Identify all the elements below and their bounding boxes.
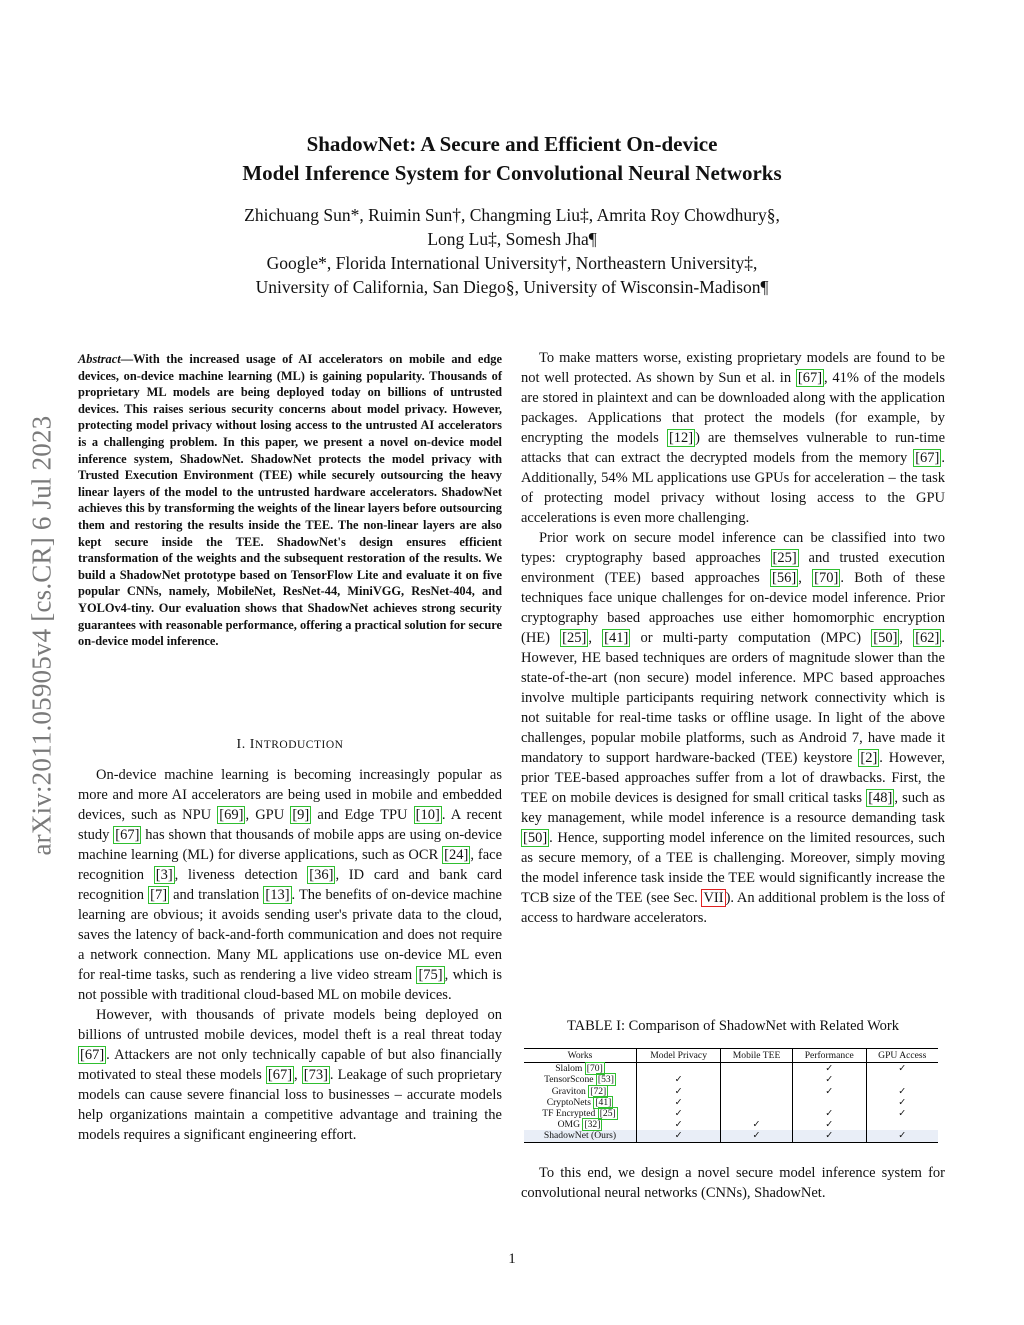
- column-header: Works: [524, 1049, 637, 1063]
- citation-link[interactable]: [24]: [444, 847, 469, 863]
- check-cell: [721, 1108, 793, 1119]
- citation-link[interactable]: [67]: [267, 1067, 293, 1083]
- citation-link[interactable]: [67]: [797, 370, 823, 386]
- authors-line-2: Long Lu‡, Somesh Jha¶: [427, 229, 597, 249]
- citation-link[interactable]: [12]: [668, 430, 694, 446]
- citation-link[interactable]: [62]: [915, 630, 940, 646]
- citation-link[interactable]: [13]: [265, 887, 290, 903]
- right-paragraph-1: To make matters worse, existing proprietary models are found to be not well protected. As shown by Sun et al. in [67] , 41% of the models are stored in plaintext and can be downloaded along with the application packages. Applications that protect the models (for example, by encrypting the models [12] ) are themselves vulnerable to run-time attacks that can extract the decrypted models from the memory [67] . Additionally, 54% ML applications use GPUs for acceleration – the task of protecting model privacy without losing access to the GPU accelerations is even more challenging.: [521, 350, 946, 526]
- citation-link[interactable]: [41]: [595, 1096, 612, 1108]
- check-cell: ✓: [792, 1108, 866, 1119]
- intro-paragraph-2: However, with thousands of private models being deployed on billions of untrusted mobile devices, model theft is a real threat today [67] . Attackers are not only technically capable of but also financially motivated to steal these models [67] , [73] . Leakage of such proprietary models can cause severe financial loss to businesses – accurate models help organizations maintain a competitive advantage and training the models requires a significant engineering effort.: [78, 1007, 503, 1143]
- citation-link[interactable]: [25]: [562, 630, 587, 646]
- table-row: [524, 1063, 938, 1075]
- paper-title: [0, 130, 1024, 188]
- citation-link[interactable]: [25]: [772, 550, 797, 566]
- table-row: [524, 1119, 938, 1130]
- citation-link[interactable]: [10]: [415, 807, 440, 823]
- column-header: Performance: [792, 1049, 866, 1063]
- check-cell: [721, 1097, 793, 1108]
- check-cell: ✓: [866, 1086, 938, 1097]
- citation-link[interactable]: [48]: [868, 790, 893, 806]
- table-caption: TABLE I: Comparison of ShadowNet with Related Work: [566, 1018, 900, 1034]
- check-cell: ✓: [866, 1097, 938, 1108]
- section-heading-introduction: I. INTRODUCTION: [236, 737, 344, 752]
- check-cell: [792, 1097, 866, 1108]
- check-cell: ✓: [792, 1086, 866, 1097]
- citation-link[interactable]: [41]: [604, 630, 629, 646]
- title-line-1: ShadowNet: A Secure and Efficient On-device: [306, 132, 718, 156]
- work-cell: CryptoNets [41]: [546, 1096, 612, 1108]
- abstract-text: —With the increased usage of AI accelerators on mobile and edge devices, on-device machine learning (ML) is gaining popularity. Thousands of proprietary ML models are being deployed today on billions of untrusted devices. This raises serious security concerns about model privacy. However, protecting model privacy without losing access to the untrusted AI accelerators is a challenging problem. In this paper, we present a novel on-device model inference system, ShadowNet. ShadowNet protects the model privacy with Trusted Execution Environment (TEE) while securely outsourcing the heavy linear layers of the model to the untrusted hardware accelerators. ShadowNet achieves this by transforming the weights of the linear layers before outsourcing them and restoring the results inside the TEE. The non-linear layers are also kept secure inside the TEE. ShadowNet's design ensures efficient transformation of the weights and the subsequent restoration of the results. We build a ShadowNet prototype based on TensorFlow Lite and evaluate it on five popular CNNs, namely, MobileNet, ResNet-44, MiniVGG, ResNet-404, and YOLOv4-tiny. Our evaluation shows that ShadowNet achieves strong security guarantees with reasonable performance, offering a practical solution for secure on-device model inference.: [78, 352, 502, 649]
- right-column-text: [521, 348, 945, 928]
- check-cell: ✓: [792, 1074, 866, 1085]
- citation-link[interactable]: [56]: [772, 570, 797, 586]
- check-cell: [721, 1063, 793, 1075]
- check-cell: ✓: [637, 1086, 721, 1097]
- citation-link[interactable]: [67]: [115, 827, 140, 843]
- work-cell: OMG [32]: [557, 1119, 601, 1131]
- author-block: [0, 203, 1024, 299]
- check-cell: ✓: [637, 1074, 721, 1085]
- check-cell: [721, 1086, 793, 1097]
- work-cell: ShadowNet (Ours): [524, 1130, 637, 1142]
- table-row: [524, 1074, 938, 1085]
- citation-link[interactable]: [67]: [915, 450, 940, 466]
- check-cell: ✓: [792, 1130, 866, 1142]
- table-row-ours: [524, 1130, 938, 1142]
- right-paragraph-2: Prior work on secure model inference can be classified into two types: cryptography based approaches [25] and trusted execution environment (TEE) based approaches [56] , [70] . Both of these techniques face unique challenges for on-device model inference. Prior cryptography based approaches use either homomorphic encryption (HE) [25] , [41] or multi-party computation (MPC) [50] , [62] . However, HE based techniques are orders of magnitude slower than the state-of-the-art (non secure) model inference. MPC based approaches involve multiple participants requiring network connectivity which is not suitable for real-time tasks or offline usage. In light of the above challenges, popular mobile platforms, such as Android 7, have made it mandatory to support hardware-backed (TEE) keystore [2] . However, prior TEE-based approaches suffer from a lot of drawbacks. First, the TEE on mobile devices is designed for small critical tasks [48] , such as key management, while model inference is a resource demanding task [50] . Hence, supporting model inference on the limited resources, such as secure memory, of a TEE is challenging. Moreover, simply moving the model inference task inside the TEE would significantly increase the TCB size of the TEE (see Sec. VII ). An additional problem is the loss of access to hardware accelerators.: [521, 530, 946, 926]
- check-cell: ✓: [866, 1063, 938, 1075]
- abstract: [78, 351, 502, 650]
- citation-link[interactable]: [70]: [814, 570, 839, 586]
- citation-link[interactable]: [69]: [219, 807, 244, 823]
- citation-link[interactable]: [72]: [590, 1085, 607, 1097]
- work-cell: TensorScone [53]: [544, 1074, 614, 1086]
- title-line-2: Model Inference System for Convolutional Neural Networks: [242, 161, 782, 185]
- introduction-text: [78, 765, 502, 1145]
- column-header: GPU Access: [866, 1049, 938, 1063]
- check-cell: ✓: [637, 1119, 721, 1130]
- page-number: 1: [508, 1251, 516, 1267]
- right-paragraph-3: To this end, we design a novel secure model inference system for convolutional neural networks (CNNs), ShadowNet.: [521, 1165, 945, 1201]
- citation-link[interactable]: [9]: [292, 807, 310, 823]
- check-cell: ✓: [792, 1063, 866, 1075]
- check-cell: ✓: [792, 1119, 866, 1130]
- check-cell: ✓: [637, 1097, 721, 1108]
- citation-link[interactable]: [25]: [599, 1108, 616, 1120]
- citation-link[interactable]: [75]: [418, 967, 443, 983]
- authors-line-1: Zhichuang Sun*, Ruimin Sun†, Changming Liu‡, Amrita Roy Chowdhury§,: [244, 205, 780, 225]
- citation-link[interactable]: [53]: [597, 1074, 614, 1086]
- check-cell: ✓: [721, 1119, 793, 1130]
- column-header: Mobile TEE: [721, 1049, 793, 1063]
- citation-link[interactable]: [73]: [303, 1067, 328, 1083]
- arxiv-stamp: arXiv:2011.05905v4 [cs.CR] 6 Jul 2023: [26, 415, 57, 856]
- table-row: [524, 1097, 938, 1108]
- right-column-text-continued: [521, 1163, 945, 1203]
- work-cell: Graviton [72]: [551, 1085, 607, 1097]
- work-cell: TF Encrypted [25]: [542, 1108, 616, 1120]
- intro-paragraph-1: On-device machine learning is becoming increasingly popular as more and more AI accelerators are being used in mobile and embedded devices, such as NPU [69] , GPU [9] and Edge TPU [10] . A recent study [67] has shown that thousands of mobile apps are using on-device machine learning (ML) for diverse applications, such as OCR [24] , face recognition [3] , liveness detection [36] , ID card and bank card recognition [7] and translation [13] . The benefits of on-device machine learning are obvious; it avoids sending user's private data to the cloud, saves the latency of back-and-forth communication and does not require a network connection. Many ML applications use on-device ML even for real-time tasks, such as rendering a live video stream [75] , which is not possible with traditional cloud-based ML on mobile devices.: [78, 767, 503, 1003]
- check-cell: ✓: [866, 1108, 938, 1119]
- check-cell: ✓: [866, 1130, 938, 1142]
- check-cell: [637, 1063, 721, 1075]
- check-cell: [866, 1074, 938, 1085]
- citation-link[interactable]: [67]: [80, 1047, 105, 1063]
- citation-link[interactable]: [70]: [586, 1063, 603, 1075]
- check-cell: [866, 1119, 938, 1130]
- affiliations-line-1: Google*, Florida International University†, Northeastern University‡,: [266, 253, 758, 273]
- citation-link[interactable]: [50]: [873, 630, 898, 646]
- citation-link[interactable]: [7]: [150, 887, 168, 903]
- citation-link[interactable]: [50]: [523, 830, 548, 846]
- check-cell: ✓: [721, 1130, 793, 1142]
- comparison-table: [524, 1048, 938, 1143]
- affiliations-line-2: University of California, San Diego§, University of Wisconsin-Madison¶: [255, 277, 769, 297]
- citation-link[interactable]: [3]: [155, 867, 173, 883]
- check-cell: [721, 1074, 793, 1085]
- work-cell: Slalom [70]: [555, 1063, 603, 1075]
- citation-link[interactable]: [32]: [584, 1119, 601, 1131]
- citation-link[interactable]: [36]: [309, 867, 334, 883]
- table-row: [524, 1086, 938, 1097]
- abstract-label: Abstract: [78, 352, 121, 366]
- column-header: Model Privacy: [637, 1049, 721, 1063]
- citation-link[interactable]: [2]: [860, 750, 878, 766]
- check-cell: ✓: [637, 1130, 721, 1142]
- section-link[interactable]: VII: [703, 890, 724, 906]
- table-header-row: [524, 1049, 938, 1063]
- check-cell: ✓: [637, 1108, 721, 1119]
